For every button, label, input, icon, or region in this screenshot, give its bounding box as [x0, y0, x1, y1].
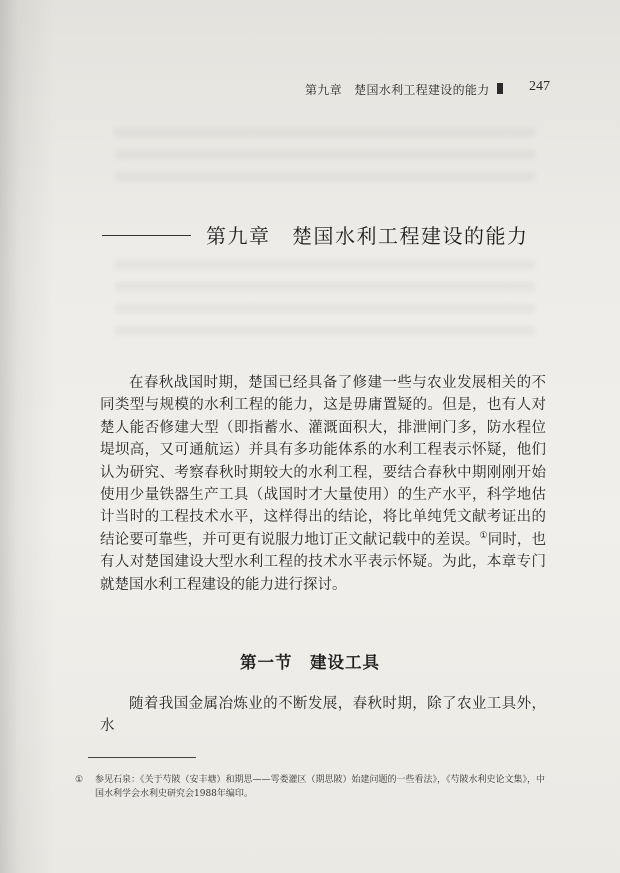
footnote-separator [88, 757, 196, 758]
footnote-text: 参见石泉：《关于芍陂（安丰塘）和期思——雩娄灌区（期思陂）始建问题的一些看法》，《芍陂水利史论文集》，中国水利学会水利史研究会1988年编印。 [95, 775, 546, 799]
running-header-block-icon [497, 83, 503, 94]
body-paragraph-1 [100, 372, 546, 596]
bleed-through-line [115, 260, 535, 269]
page-number: 247 [529, 79, 550, 94]
chapter-title-rule [102, 235, 191, 236]
section-title: 第一节 建设工具 [240, 653, 380, 672]
running-header-title: 第九章 楚国水利工程建设的能力 [305, 83, 490, 97]
bleed-through-line [115, 150, 535, 159]
chapter-title: 第九章 楚国水利工程建设的能力 [206, 224, 529, 248]
paragraph-2-text: 随着我国金属冶炼业的不断发展，春秋时期，除了农业工具外，水 [100, 696, 546, 735]
bleed-through-line [115, 304, 535, 313]
footnote-mark: ① [75, 775, 84, 785]
bleed-through-line [115, 172, 535, 181]
paragraph-1-text: 在春秋战国时期，楚国已经具备了修建一些与农业发展相关的不同类型与规模的水利工程的能力，这是毋庸置疑的。但是，也有人对楚人能否修建大型（即指蓄水、灌溉面积大，排泄闸门多，防水程位堤坝高，又可通航运）并具有多功能体系的水利工程表示怀疑，他们认为研究、考察春秋时期较大的水利工程，要结合春秋中期刚刚开始使用少量铁器生产工具（战国时才大量使用）的生产水平，科学地估计当时的工程技术水平，这样得出的结论，将比单纯凭文献考证出的结论要可靠些，并可更有说服力地订正文献记载中的差误。 [100, 375, 546, 548]
footnote-reference[interactable]: ① [479, 531, 488, 542]
bleed-through-line [115, 282, 535, 291]
running-header [305, 79, 550, 99]
footnote [75, 774, 550, 801]
bleed-through-line [115, 326, 535, 335]
paragraph-1-continuation: 同时，也有人对楚国建设大型水利工程的技术水平表示怀疑。为此，本章专门就楚国水利工程建设的能力进行探讨。 [100, 531, 546, 593]
body-paragraph-2 [100, 693, 546, 738]
bleed-through-line [115, 128, 535, 137]
